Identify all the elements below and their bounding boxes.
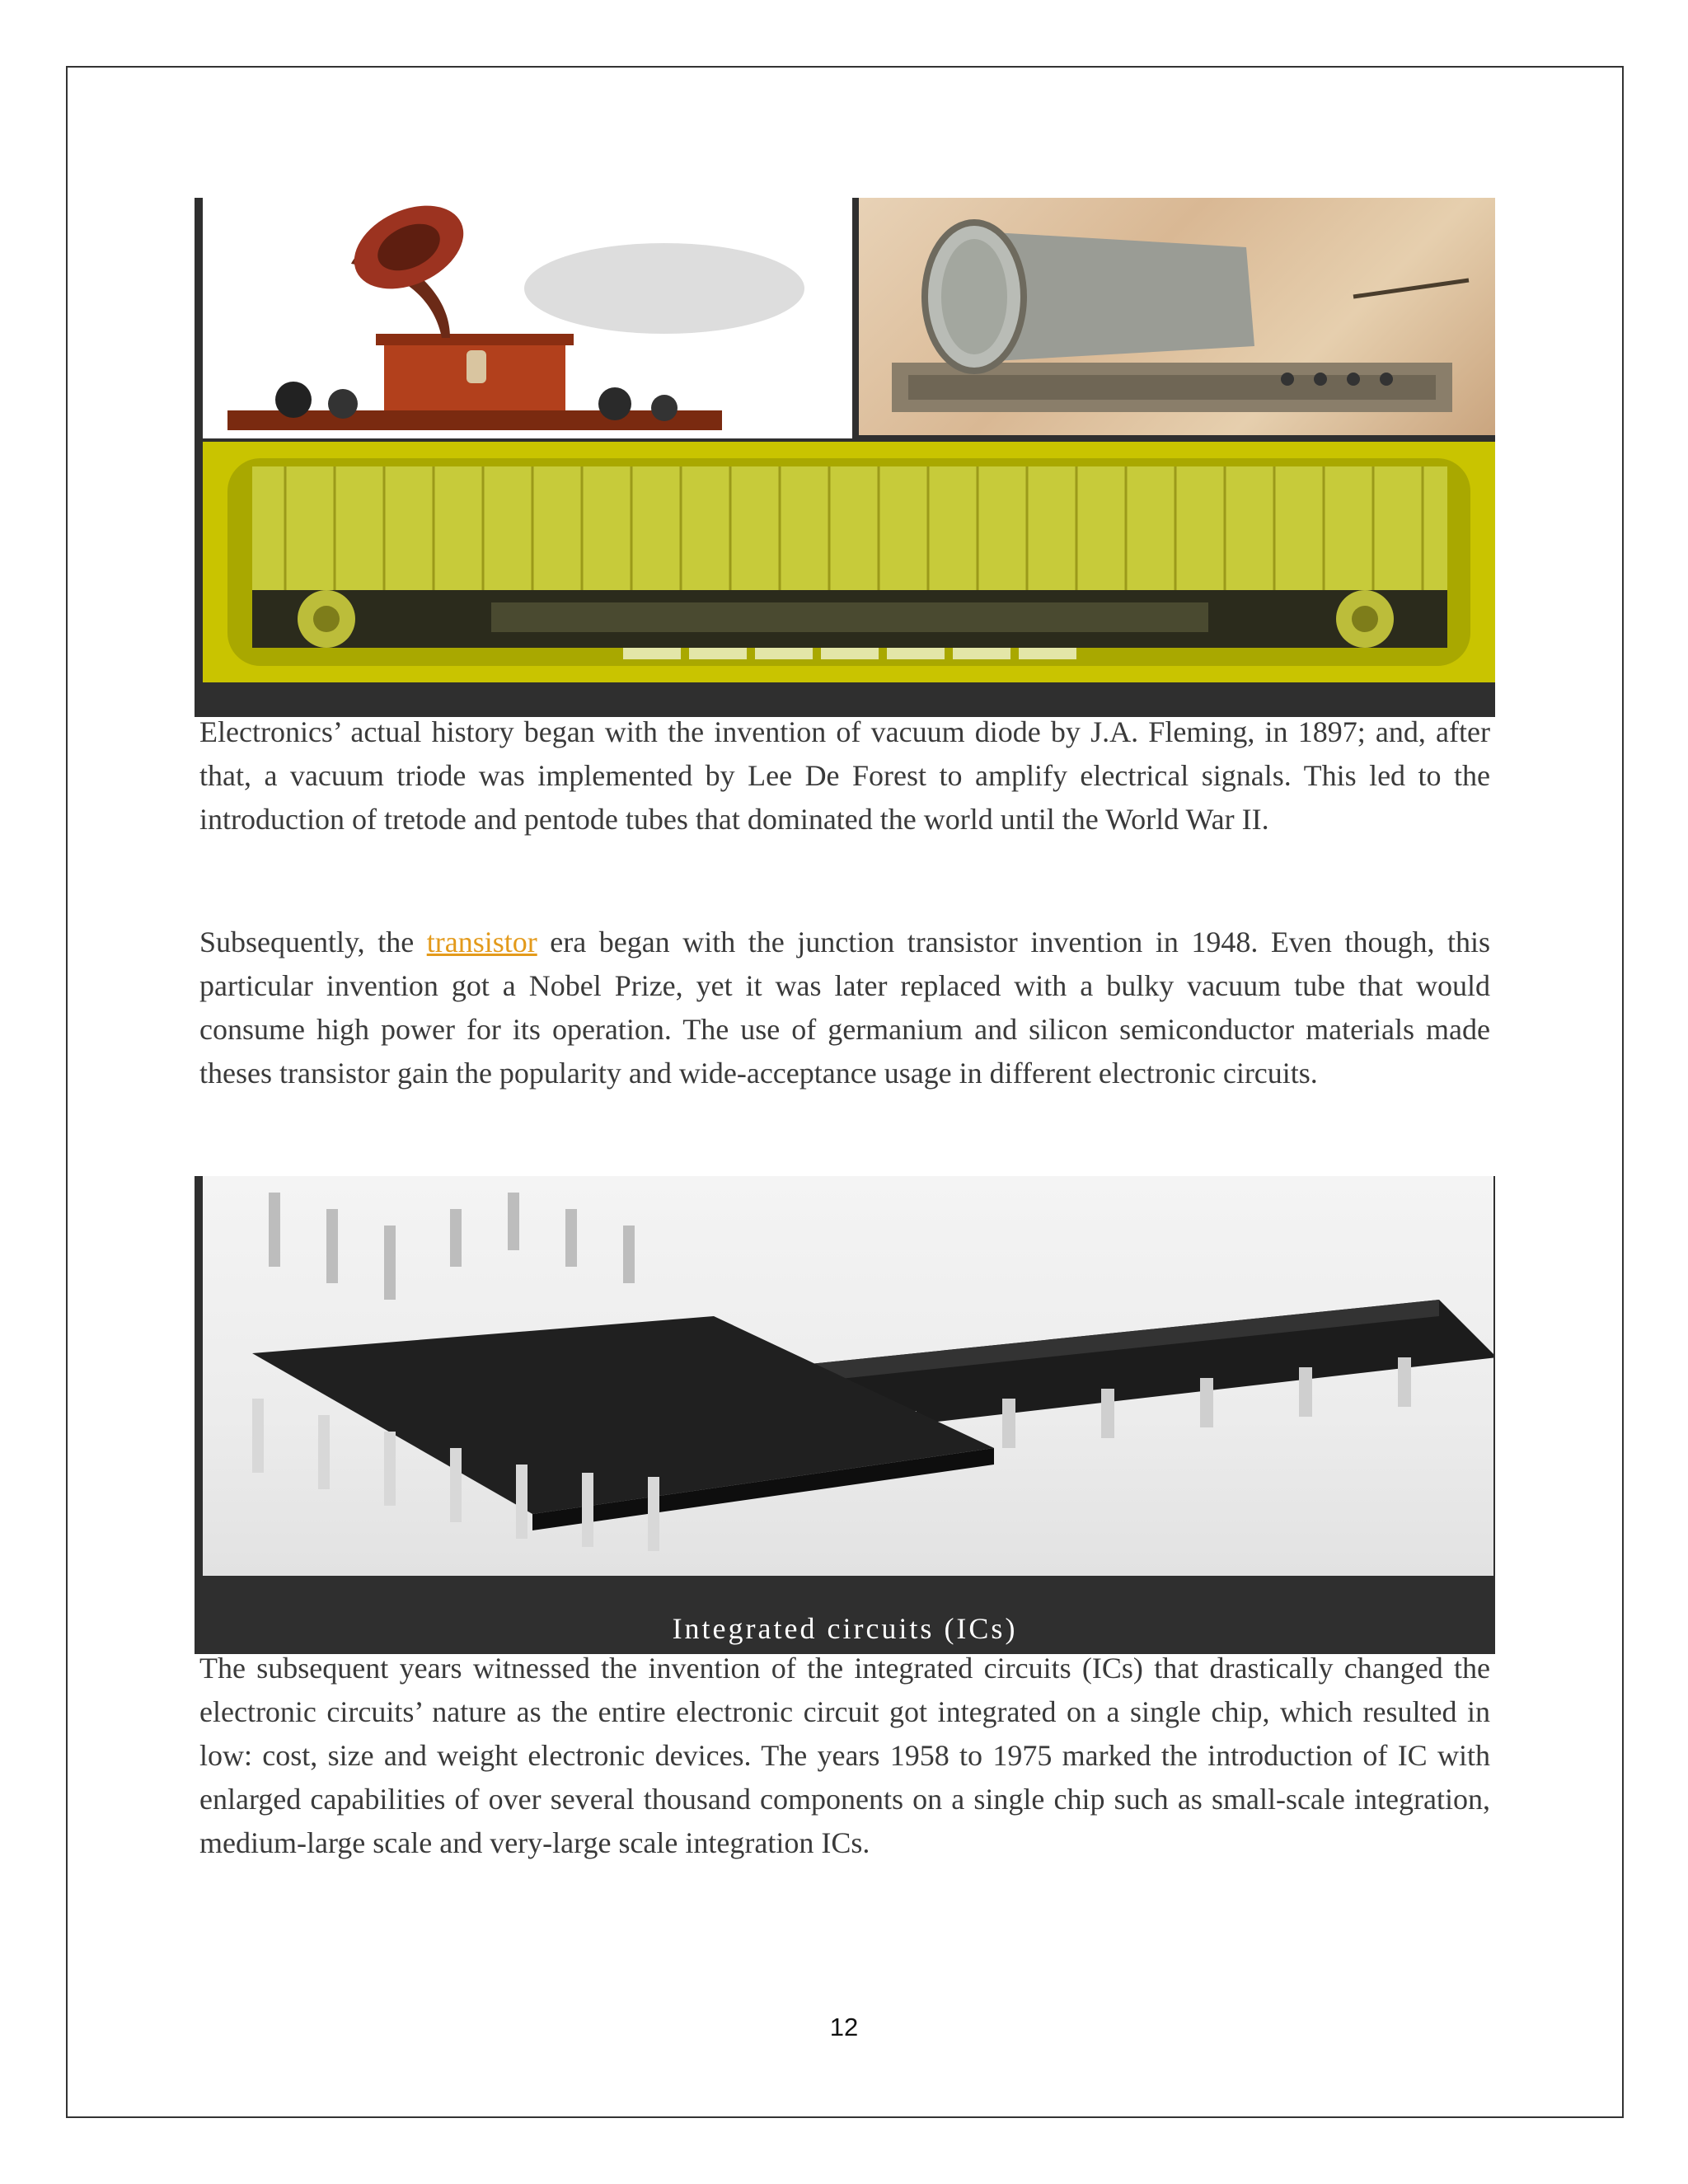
paragraph-transistor-era	[199, 921, 1490, 1095]
vacuum-tube-apparatus-image	[859, 198, 1495, 435]
figure-caption: Integrated circuits (ICs)	[672, 1612, 1018, 1645]
gramophone-image	[203, 198, 852, 438]
paragraph-integrated-circuits: The subsequent years witnessed the invention of the integrated circuits (ICs) that drastically changed the electronic circuits’ nature as the entire electronic circuit got integrated on a single chip, which resulted in low: cost, size and weight electronic devices. The years 1958 to 1975 marked the introduction of IC with enlarged capabilities of over several thousand components on a single chip such as small-scale integration, medium-large scale and very-large scale integration ICs.	[199, 1652, 1490, 1859]
integrated-circuits-figure	[195, 1176, 1495, 1654]
vintage-electronics-figure	[195, 198, 1495, 717]
paragraph-transistor-text-start: Subsequently, the	[199, 926, 427, 958]
transistor-link[interactable]: transistor	[426, 926, 537, 958]
page-number: 12	[829, 2013, 859, 2041]
ic-chips-image	[203, 1176, 1493, 1576]
paragraph-vacuum-history: Electronics’ actual history began with the invention of vacuum diode by J.A. Fleming, in 1897; and, after that, a vacuum triode was implemented by Lee De Forest to amplify electrical signals. This led to the introduction of tretode and pentode tubes that dominated the world until the World War II.	[199, 715, 1490, 836]
paragraph-transistor-text-end: era began with the junction transistor invention in 1948. Even though, this particular invention got a Nobel Prize, yet it was later replaced with a bulky vacuum tube that would consume high power for its operation. The use of germanium and silicon semiconductor materials made theses transistor gain the popularity and wide-acceptance usage in different electronic circuits.	[199, 926, 1490, 1090]
vintage-radio-image	[203, 442, 1495, 682]
